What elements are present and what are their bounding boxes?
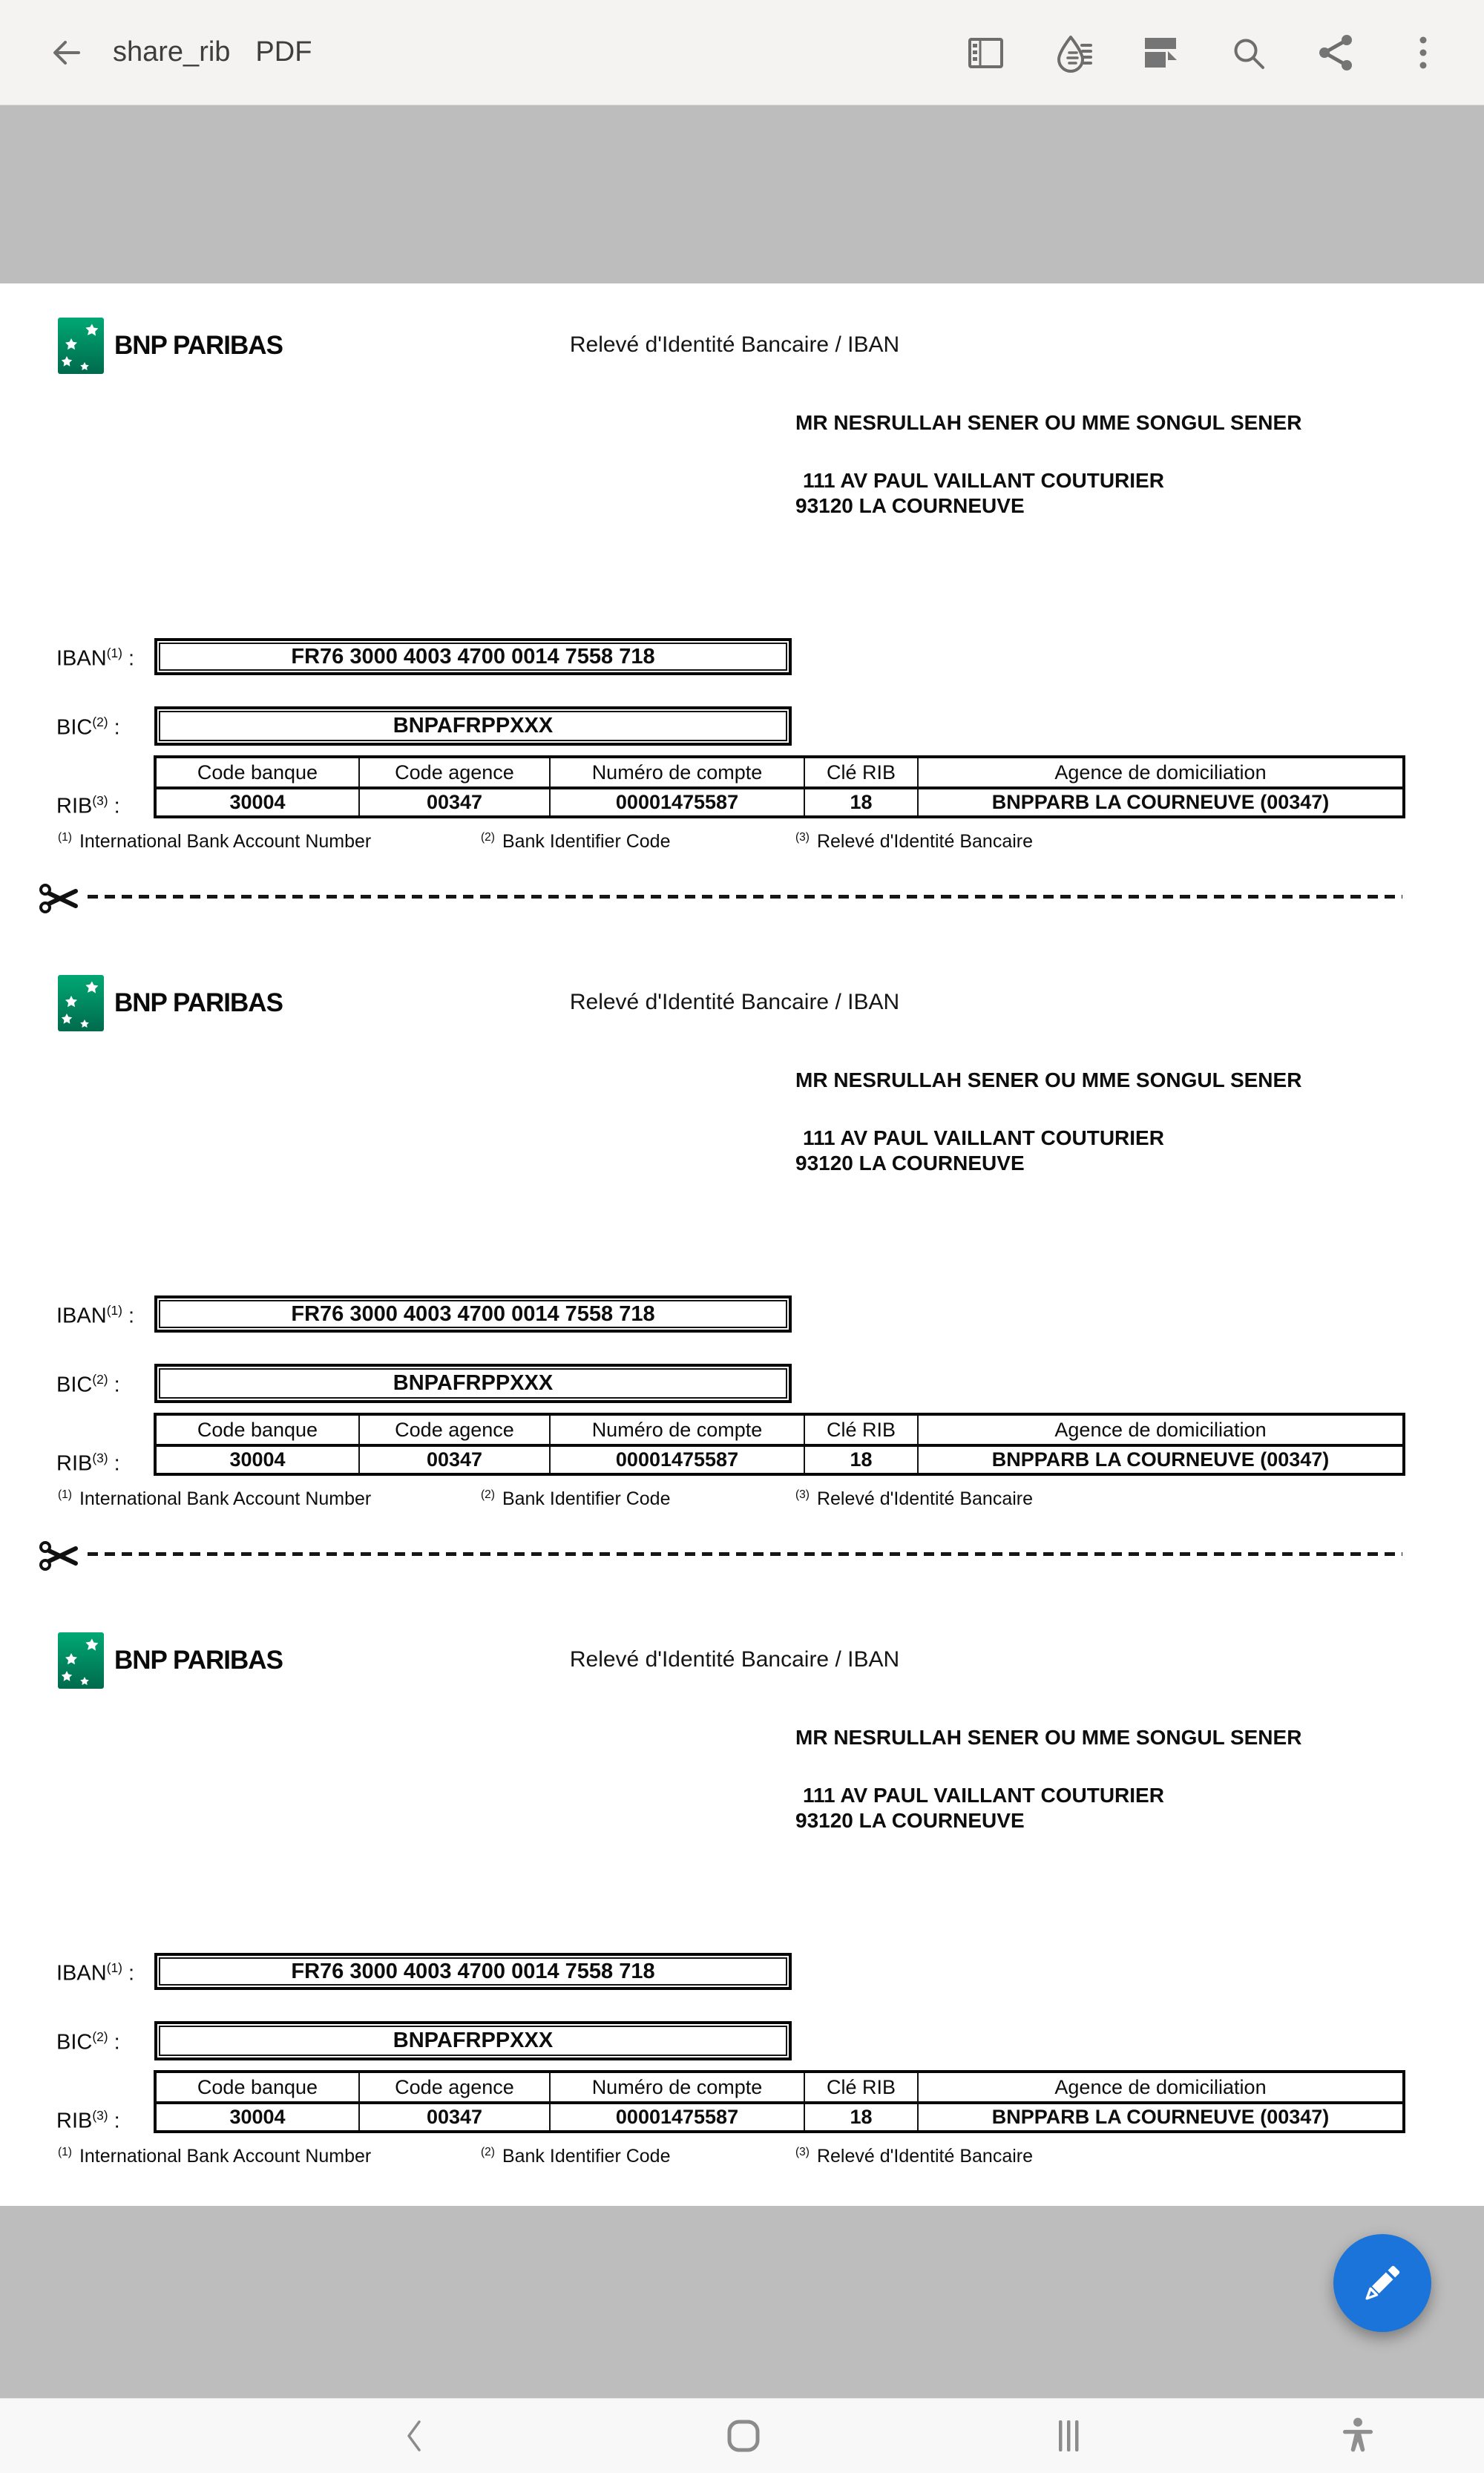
rib-table-header-row [155,757,1404,788]
rib-label: RIB$^{(3)}$ : [56,793,120,818]
page-display-icon [1140,32,1181,73]
col-code-agence: Code agence [359,2072,550,2103]
value-cle-rib: 18 [804,2103,918,2132]
footnote-bic: $^{(2)}$ Bank Identifier Code [481,831,671,853]
share-button[interactable] [1312,29,1359,76]
document-page [0,283,1484,2206]
thumbnail-panel-icon [965,32,1006,73]
iban-value-box [154,638,792,675]
rib-table-value-row [155,788,1404,817]
cut-dashed-line [88,895,1402,899]
nav-back-button[interactable] [386,2406,445,2466]
col-code-agence: Code agence [359,1414,550,1445]
account-holder-address-line2: 93120 LA COURNEUVE [795,1809,1025,1832]
col-cle-rib: Clé RIB [804,1414,918,1445]
nav-back-icon [396,2417,435,2455]
value-numero-compte: 00001475587 [550,788,804,817]
rib-table [154,755,1405,818]
page-display-button[interactable] [1137,29,1184,76]
bic-value: BNPAFRPPXXX [393,2029,554,2052]
iban-label: IBAN$^{(1)}$ : [56,646,135,671]
document-title: Relevé d'Identité Bancaire / IBAN [569,1647,900,1672]
account-holder-address-line1: 111 AV PAUL VAILLANT COUTURIER [803,1126,1164,1149]
col-code-banque: Code banque [155,757,359,788]
pdf-viewer[interactable] [0,105,1484,2398]
footnote-iban: $^{(1)}$ International Bank Account Number [58,1488,372,1510]
rib-table-header-row [155,2072,1404,2103]
edit-fab-button[interactable] [1333,2234,1431,2332]
brand-name: BNP PARIBAS [114,1646,283,1675]
iban-value: FR76 3000 4003 4700 0014 7558 718 [291,644,655,669]
back-button[interactable] [43,29,91,76]
value-agence-domiciliation: BNPPARB LA COURNEUVE (00347) [918,1445,1404,1474]
bic-value: BNPAFRPPXXX [393,714,554,738]
nav-home-button[interactable] [714,2406,773,2466]
col-agence-domiciliation: Agence de domiciliation [918,2072,1404,2103]
nav-recents-button[interactable] [1039,2406,1098,2466]
col-agence-domiciliation: Agence de domiciliation [918,1414,1404,1445]
rib-section [0,1598,1484,2206]
value-code-agence: 00347 [359,1445,550,1474]
cut-dashed-line [88,1552,1402,1556]
rib-section [0,941,1484,1598]
value-agence-domiciliation: BNPPARB LA COURNEUVE (00347) [918,2103,1404,2132]
rib-label: RIB$^{(3)}$ : [56,2108,120,2133]
account-holder-name: MR NESRULLAH SENER OU MME SONGUL SENER [795,411,1302,434]
iban-value-box [154,1295,792,1333]
pencil-edit-icon [1361,2262,1404,2305]
footnote-bic: $^{(2)}$ Bank Identifier Code [481,1488,671,1510]
document-filename: share_rib [113,36,231,68]
col-numero-compte: Numéro de compte [550,2072,804,2103]
search-button[interactable] [1224,29,1272,76]
bic-value-box [154,706,792,746]
share-icon [1315,32,1356,73]
title-group [113,36,312,68]
value-code-agence: 00347 [359,2103,550,2132]
account-holder-name: MR NESRULLAH SENER OU MME SONGUL SENER [795,1726,1302,1749]
col-cle-rib: Clé RIB [804,2072,918,2103]
rib-table-value-row [155,1445,1404,1474]
iban-value: FR76 3000 4003 4700 0014 7558 718 [291,1959,655,1983]
rib-table [154,1413,1405,1476]
footnote-iban: $^{(1)}$ International Bank Account Number [58,2146,372,2167]
footnote-rib: $^{(3)}$ Relevé d'Identité Bancaire [795,2146,1034,2167]
iban-label: IBAN$^{(1)}$ : [56,1960,135,1986]
liquid-mode-button[interactable] [1049,29,1097,76]
col-numero-compte: Numéro de compte [550,757,804,788]
account-holder-address-line1: 111 AV PAUL VAILLANT COUTURIER [803,469,1164,492]
search-icon [1227,32,1269,73]
rib-section [0,283,1484,941]
brand-name: BNP PARIBAS [114,331,283,360]
back-arrow-icon [46,32,88,73]
document-title: Relevé d'Identité Bancaire / IBAN [569,990,900,1014]
value-code-banque: 30004 [155,788,359,817]
value-cle-rib: 18 [804,788,918,817]
account-holder-address-line2: 93120 LA COURNEUVE [795,1152,1025,1175]
nav-accessibility-icon [1339,2417,1377,2455]
brand-name: BNP PARIBAS [114,988,283,1017]
scissors-icon [39,881,82,916]
system-nav-bar [0,2398,1484,2473]
col-code-agence: Code agence [359,757,550,788]
scissors-icon [39,1539,82,1573]
rib-label: RIB$^{(3)}$ : [56,1451,120,1476]
bic-label: BIC$^{(2)}$ : [56,715,120,740]
cut-line [0,878,1484,917]
document-title: Relevé d'Identité Bancaire / IBAN [569,332,900,357]
overflow-menu-icon [1402,32,1444,73]
bic-value: BNPAFRPPXXX [393,1371,554,1395]
bic-label: BIC$^{(2)}$ : [56,2029,120,2055]
value-numero-compte: 00001475587 [550,2103,804,2132]
rib-table-value-row [155,2103,1404,2132]
nav-recents-icon [1049,2417,1088,2455]
file-type-label: PDF [255,36,312,68]
app-bar-actions [962,29,1447,76]
account-holder-address-line1: 111 AV PAUL VAILLANT COUTURIER [803,1784,1164,1807]
account-holder-address-line2: 93120 LA COURNEUVE [795,494,1025,517]
iban-value: FR76 3000 4003 4700 0014 7558 718 [291,1301,655,1326]
col-code-banque: Code banque [155,1414,359,1445]
col-code-banque: Code banque [155,2072,359,2103]
footnote-rib: $^{(3)}$ Relevé d'Identité Bancaire [795,1488,1034,1510]
liquid-mode-icon [1052,32,1094,73]
value-code-agence: 00347 [359,788,550,817]
value-code-banque: 30004 [155,1445,359,1474]
rib-table-header-row [155,1414,1404,1445]
overflow-menu-button[interactable] [1399,29,1447,76]
app-bar [0,0,1484,105]
bic-label: BIC$^{(2)}$ : [56,1372,120,1397]
iban-label: IBAN$^{(1)}$ : [56,1303,135,1328]
value-agence-domiciliation: BNPPARB LA COURNEUVE (00347) [918,788,1404,817]
col-agence-domiciliation: Agence de domiciliation [918,757,1404,788]
nav-home-icon [724,2417,763,2455]
cut-line [0,1536,1484,1574]
nav-accessibility-button[interactable] [1328,2406,1388,2466]
value-code-banque: 30004 [155,2103,359,2132]
iban-value-box [154,1953,792,1990]
col-numero-compte: Numéro de compte [550,1414,804,1445]
col-cle-rib: Clé RIB [804,757,918,788]
footnote-bic: $^{(2)}$ Bank Identifier Code [481,2146,671,2167]
footnote-iban: $^{(1)}$ International Bank Account Number [58,831,372,853]
rib-table [154,2070,1405,2133]
value-cle-rib: 18 [804,1445,918,1474]
thumbnail-panel-button[interactable] [962,29,1009,76]
bic-value-box [154,2021,792,2060]
value-numero-compte: 00001475587 [550,1445,804,1474]
account-holder-name: MR NESRULLAH SENER OU MME SONGUL SENER [795,1068,1302,1091]
bic-value-box [154,1364,792,1403]
footnote-rib: $^{(3)}$ Relevé d'Identité Bancaire [795,831,1034,853]
